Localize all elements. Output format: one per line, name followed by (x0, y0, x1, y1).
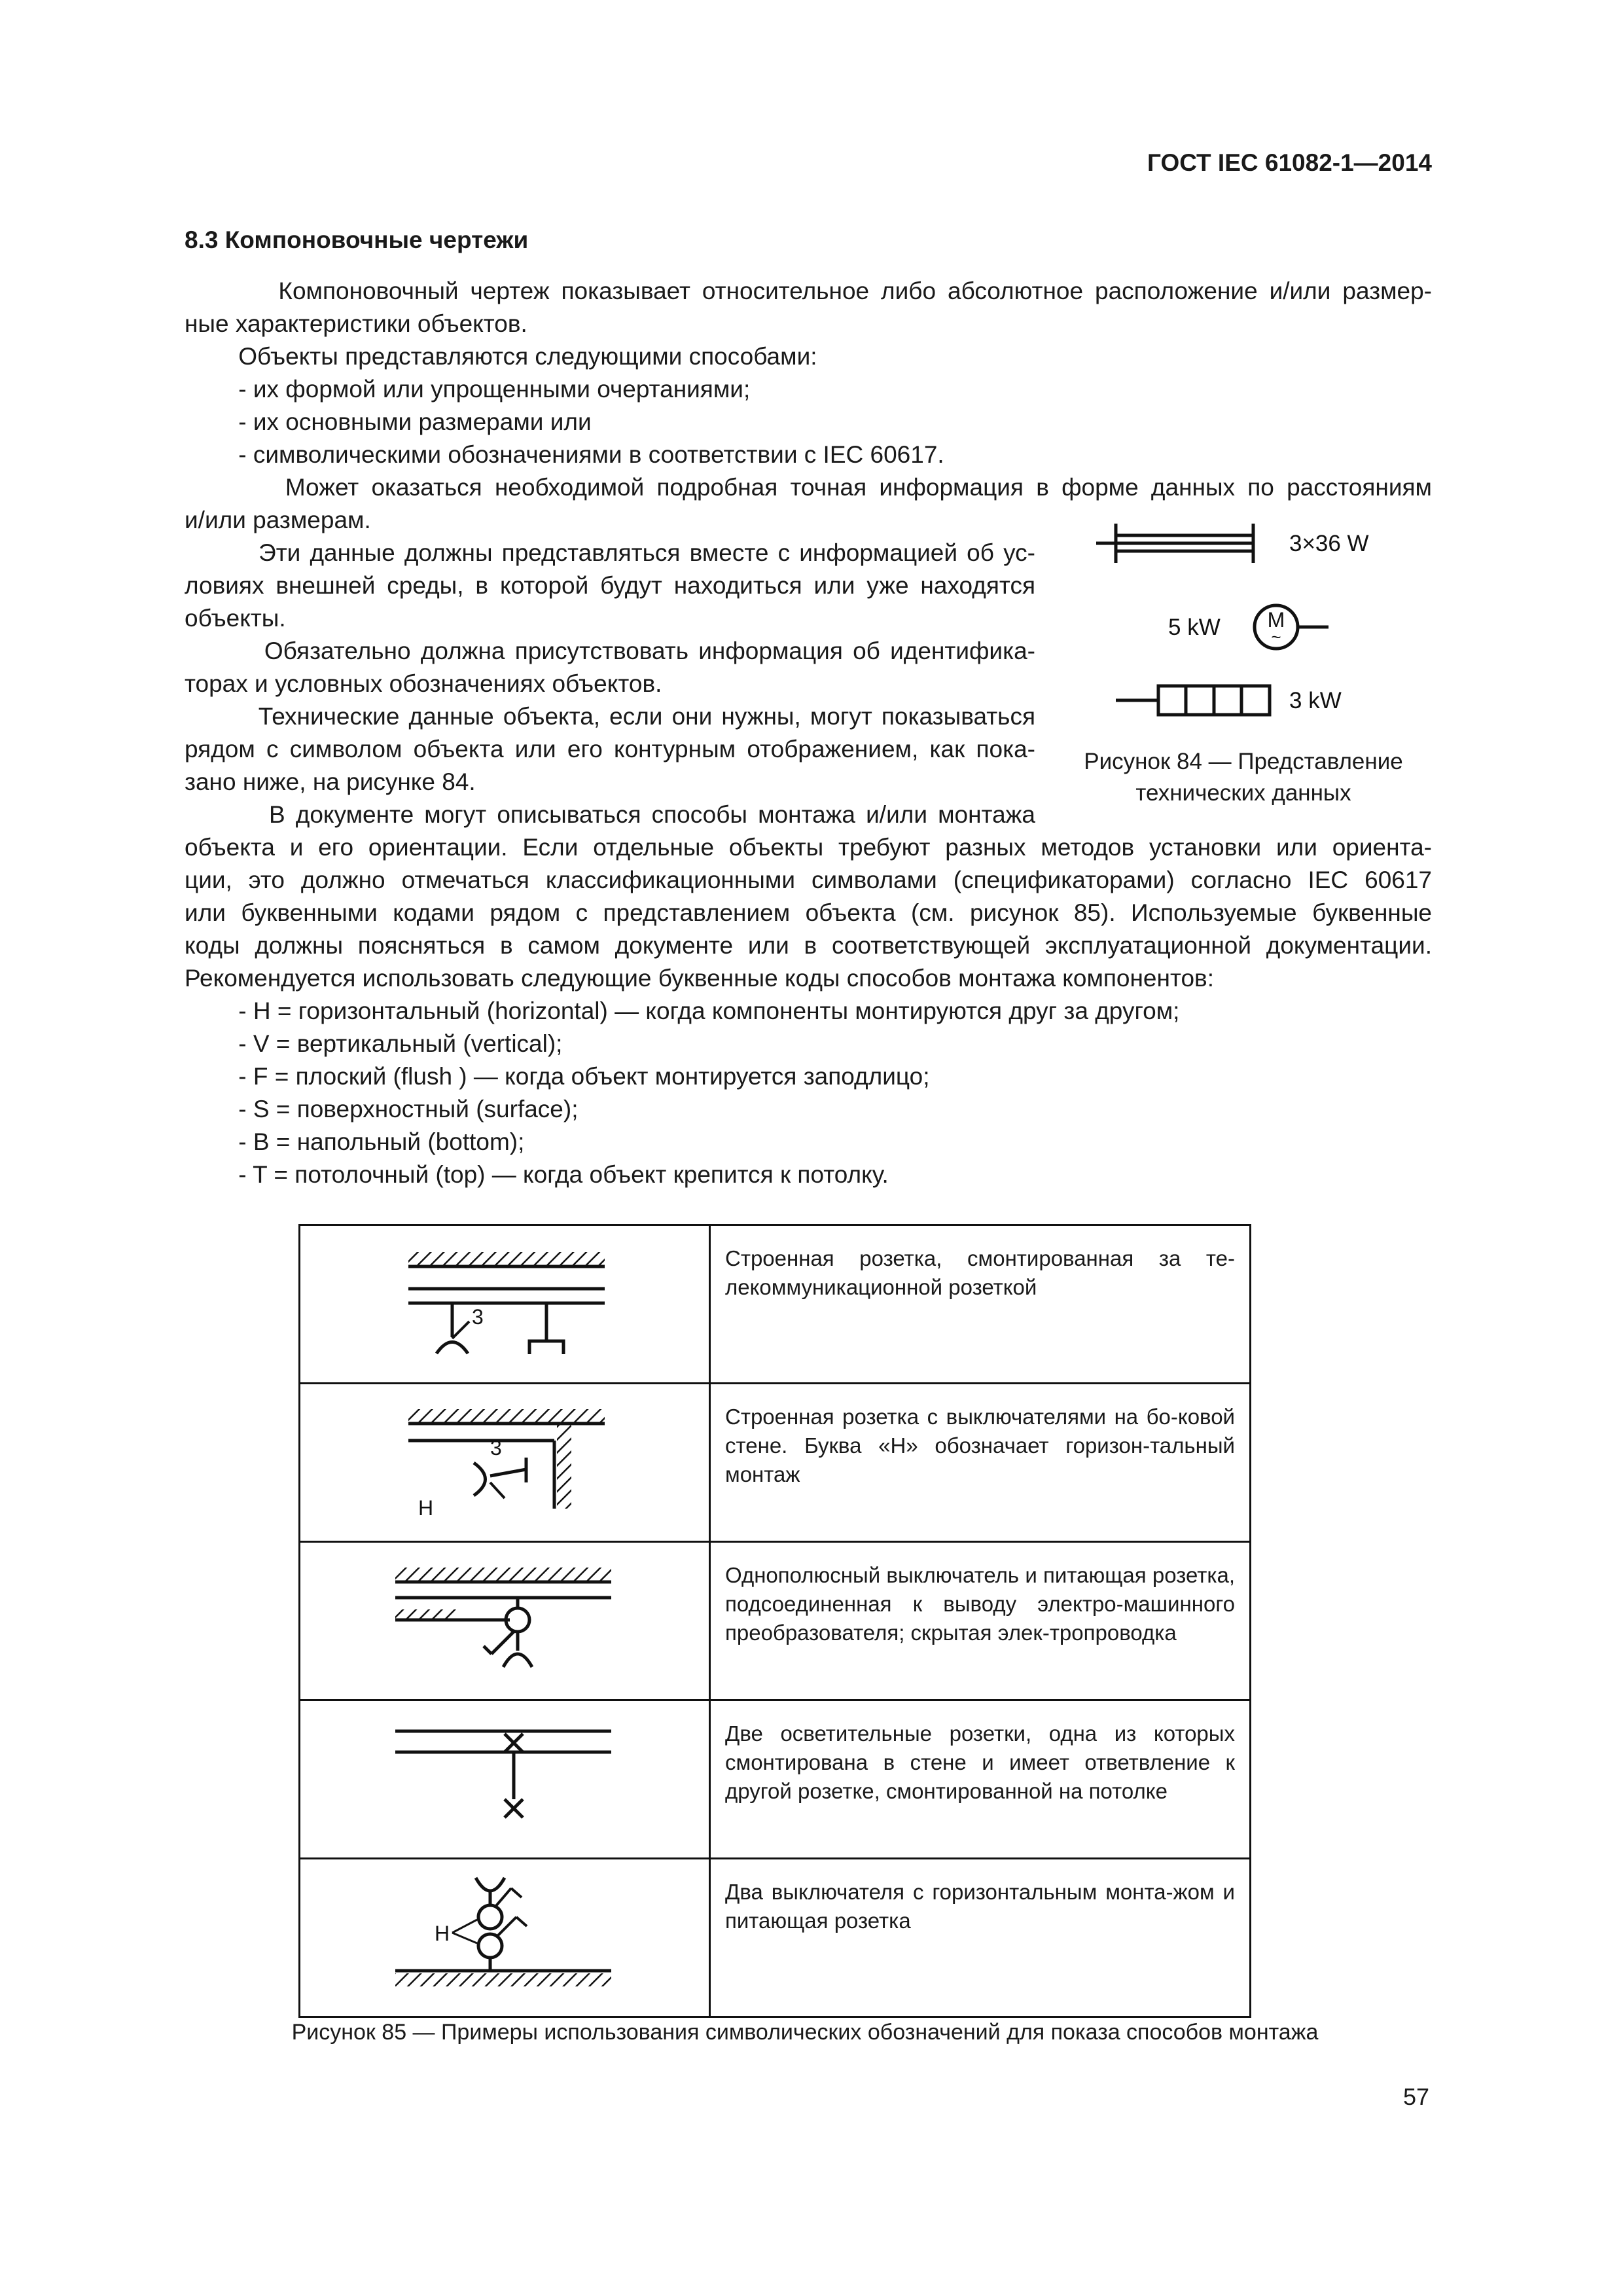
list-item: - символическими обозначениями в соответствии с IEC 60617. (238, 441, 944, 468)
list-item: - их основными размерами или (238, 408, 592, 435)
heater-symbol (1116, 686, 1270, 715)
text-block-top (185, 275, 1432, 537)
fig84-label-1: 3×36 W (1289, 531, 1369, 556)
fig84-label-3: 3 kW (1289, 688, 1342, 713)
table-row (300, 1700, 1251, 1859)
figure-84-symbols (1044, 511, 1469, 746)
symbol-cell (300, 1542, 710, 1700)
table-row (300, 1225, 1251, 1384)
motor-sub: ~ (1271, 627, 1281, 647)
list-item: - T = потолочный (top) — когда объект крепится к потолку. (238, 1161, 889, 1188)
list-item: - B = напольный (bottom); (238, 1128, 525, 1155)
list-item: - H = горизонтальный (horizontal) — когда компоненты монтируются друг за другом; (238, 997, 1180, 1024)
text-line: Технические данные объекта, если они нужны, могут показываться (258, 703, 1035, 730)
list-item: - V = вертикальный (vertical); (238, 1030, 563, 1057)
symbol-label: 3 (472, 1305, 484, 1329)
text-line: Рекомендуется использовать следующие буквенные коды способов монтажа компонентов: (185, 965, 1214, 992)
mounting-symbol-5 (300, 1859, 709, 2013)
luminaire-symbol (1096, 524, 1253, 563)
description-cell: Однополюсный выключатель и питающая розетка, подсоединенная к выводу электро-машинного преобразователя; скрытая элек-тропроводка (710, 1542, 1251, 1700)
mounting-symbol-1 (300, 1226, 709, 1379)
text-line: Объекты представляются следующими способами: (238, 343, 817, 370)
text-block-bottom (185, 831, 1432, 1191)
symbol-cell (300, 1700, 710, 1859)
text-line: Может оказаться необходимой подробная точная информация в форме данных по расстояниям (285, 474, 1432, 501)
description-cell: Строенная розетка с выключателями на бо-ковой стене. Буква «H» обозначает горизон-тальный монтаж (710, 1384, 1251, 1542)
fig84-label-2: 5 kW (1168, 615, 1221, 640)
text-line: Компоновочный чертеж показывает относительное либо абсолютное расположение и/или размер- (278, 278, 1432, 304)
caption-line: технических данных (1135, 780, 1351, 806)
list-item: - их формой или упрощенными очертаниями; (238, 376, 751, 403)
list-item: - S = поверхностный (surface); (238, 1096, 579, 1122)
text-line: торах и условных обозначениях объектов. (185, 670, 662, 697)
text-line: и/или размерам. (185, 507, 371, 533)
figure-84-caption (1047, 746, 1440, 809)
description-cell: Два выключателя с горизонтальным монта-жом и питающая розетка (710, 1859, 1251, 2017)
list-item: - F = плоский (flush ) — когда объект монтируется заподлицо; (238, 1063, 930, 1090)
text-line: объекты. (185, 605, 286, 632)
table-row (300, 1542, 1251, 1700)
caption-line: Рисунок 84 — Представление (1084, 749, 1403, 774)
symbol-cell (300, 1859, 710, 2017)
table-row (300, 1384, 1251, 1542)
mounting-symbol-2 (300, 1384, 709, 1537)
symbol-label-h: H (418, 1496, 434, 1520)
description-cell: Две осветительные розетки, одна из которых смонтирована в стене и имеет ответвление к другой розетке, смонтированной на потолке (710, 1700, 1251, 1859)
figure-85-caption: Рисунок 85 — Примеры использования символических обозначений для показа способов монтажа (291, 2020, 1319, 2045)
text-line: ции, это должно отмечаться классификационными символами (спецификаторами) согласно IEC 60617 (185, 867, 1432, 893)
text-line: зано ниже, на рисунке 84. (185, 768, 476, 795)
page-number: 57 (1402, 2083, 1429, 2110)
text-line: Обязательно должна присутствовать информация об идентифика- (264, 637, 1035, 664)
symbol-label-h: H (435, 1922, 450, 1945)
text-line: или буквенными кодами рядом с представлением объекта (см. рисунок 85). Используемые буквенные (185, 899, 1432, 926)
symbol-label: 3 (490, 1436, 502, 1460)
text-line: ные характеристики объектов. (185, 310, 527, 337)
text-line: Эти данные должны представляться вместе с информацией об ус- (259, 539, 1035, 566)
text-line: объекта и его ориентации. Если отдельные объекты требуют разных методов установки или ориента- (185, 834, 1432, 861)
text-line: В документе могут описываться способы монтажа и/или монтажа (268, 801, 1035, 828)
text-line: ловиях внешней среды, в которой будут находиться или уже находятся (185, 572, 1035, 599)
text-block-narrow (185, 537, 1035, 831)
mounting-symbol-3 (300, 1543, 709, 1696)
standard-header: ГОСТ IEC 61082-1—2014 (1147, 149, 1432, 176)
motor-symbol (1255, 605, 1329, 649)
symbol-cell (300, 1225, 710, 1384)
table-row (300, 1859, 1251, 2017)
motor-letter: M (1267, 608, 1285, 632)
text-line: рядом с символом объекта или его контурным отображением, как пока- (185, 736, 1035, 762)
symbol-cell (300, 1384, 710, 1542)
mounting-symbol-4 (300, 1701, 709, 1854)
section-title: 8.3 Компоновочные чертежи (185, 226, 529, 253)
figure-85-table (298, 1224, 1251, 2018)
text-line: коды должны поясняться в самом документе или в соответствующей эксплуатационной документации. (185, 932, 1432, 959)
description-cell: Строенная розетка, смонтированная за те-лекоммуникационной розеткой (710, 1225, 1251, 1384)
